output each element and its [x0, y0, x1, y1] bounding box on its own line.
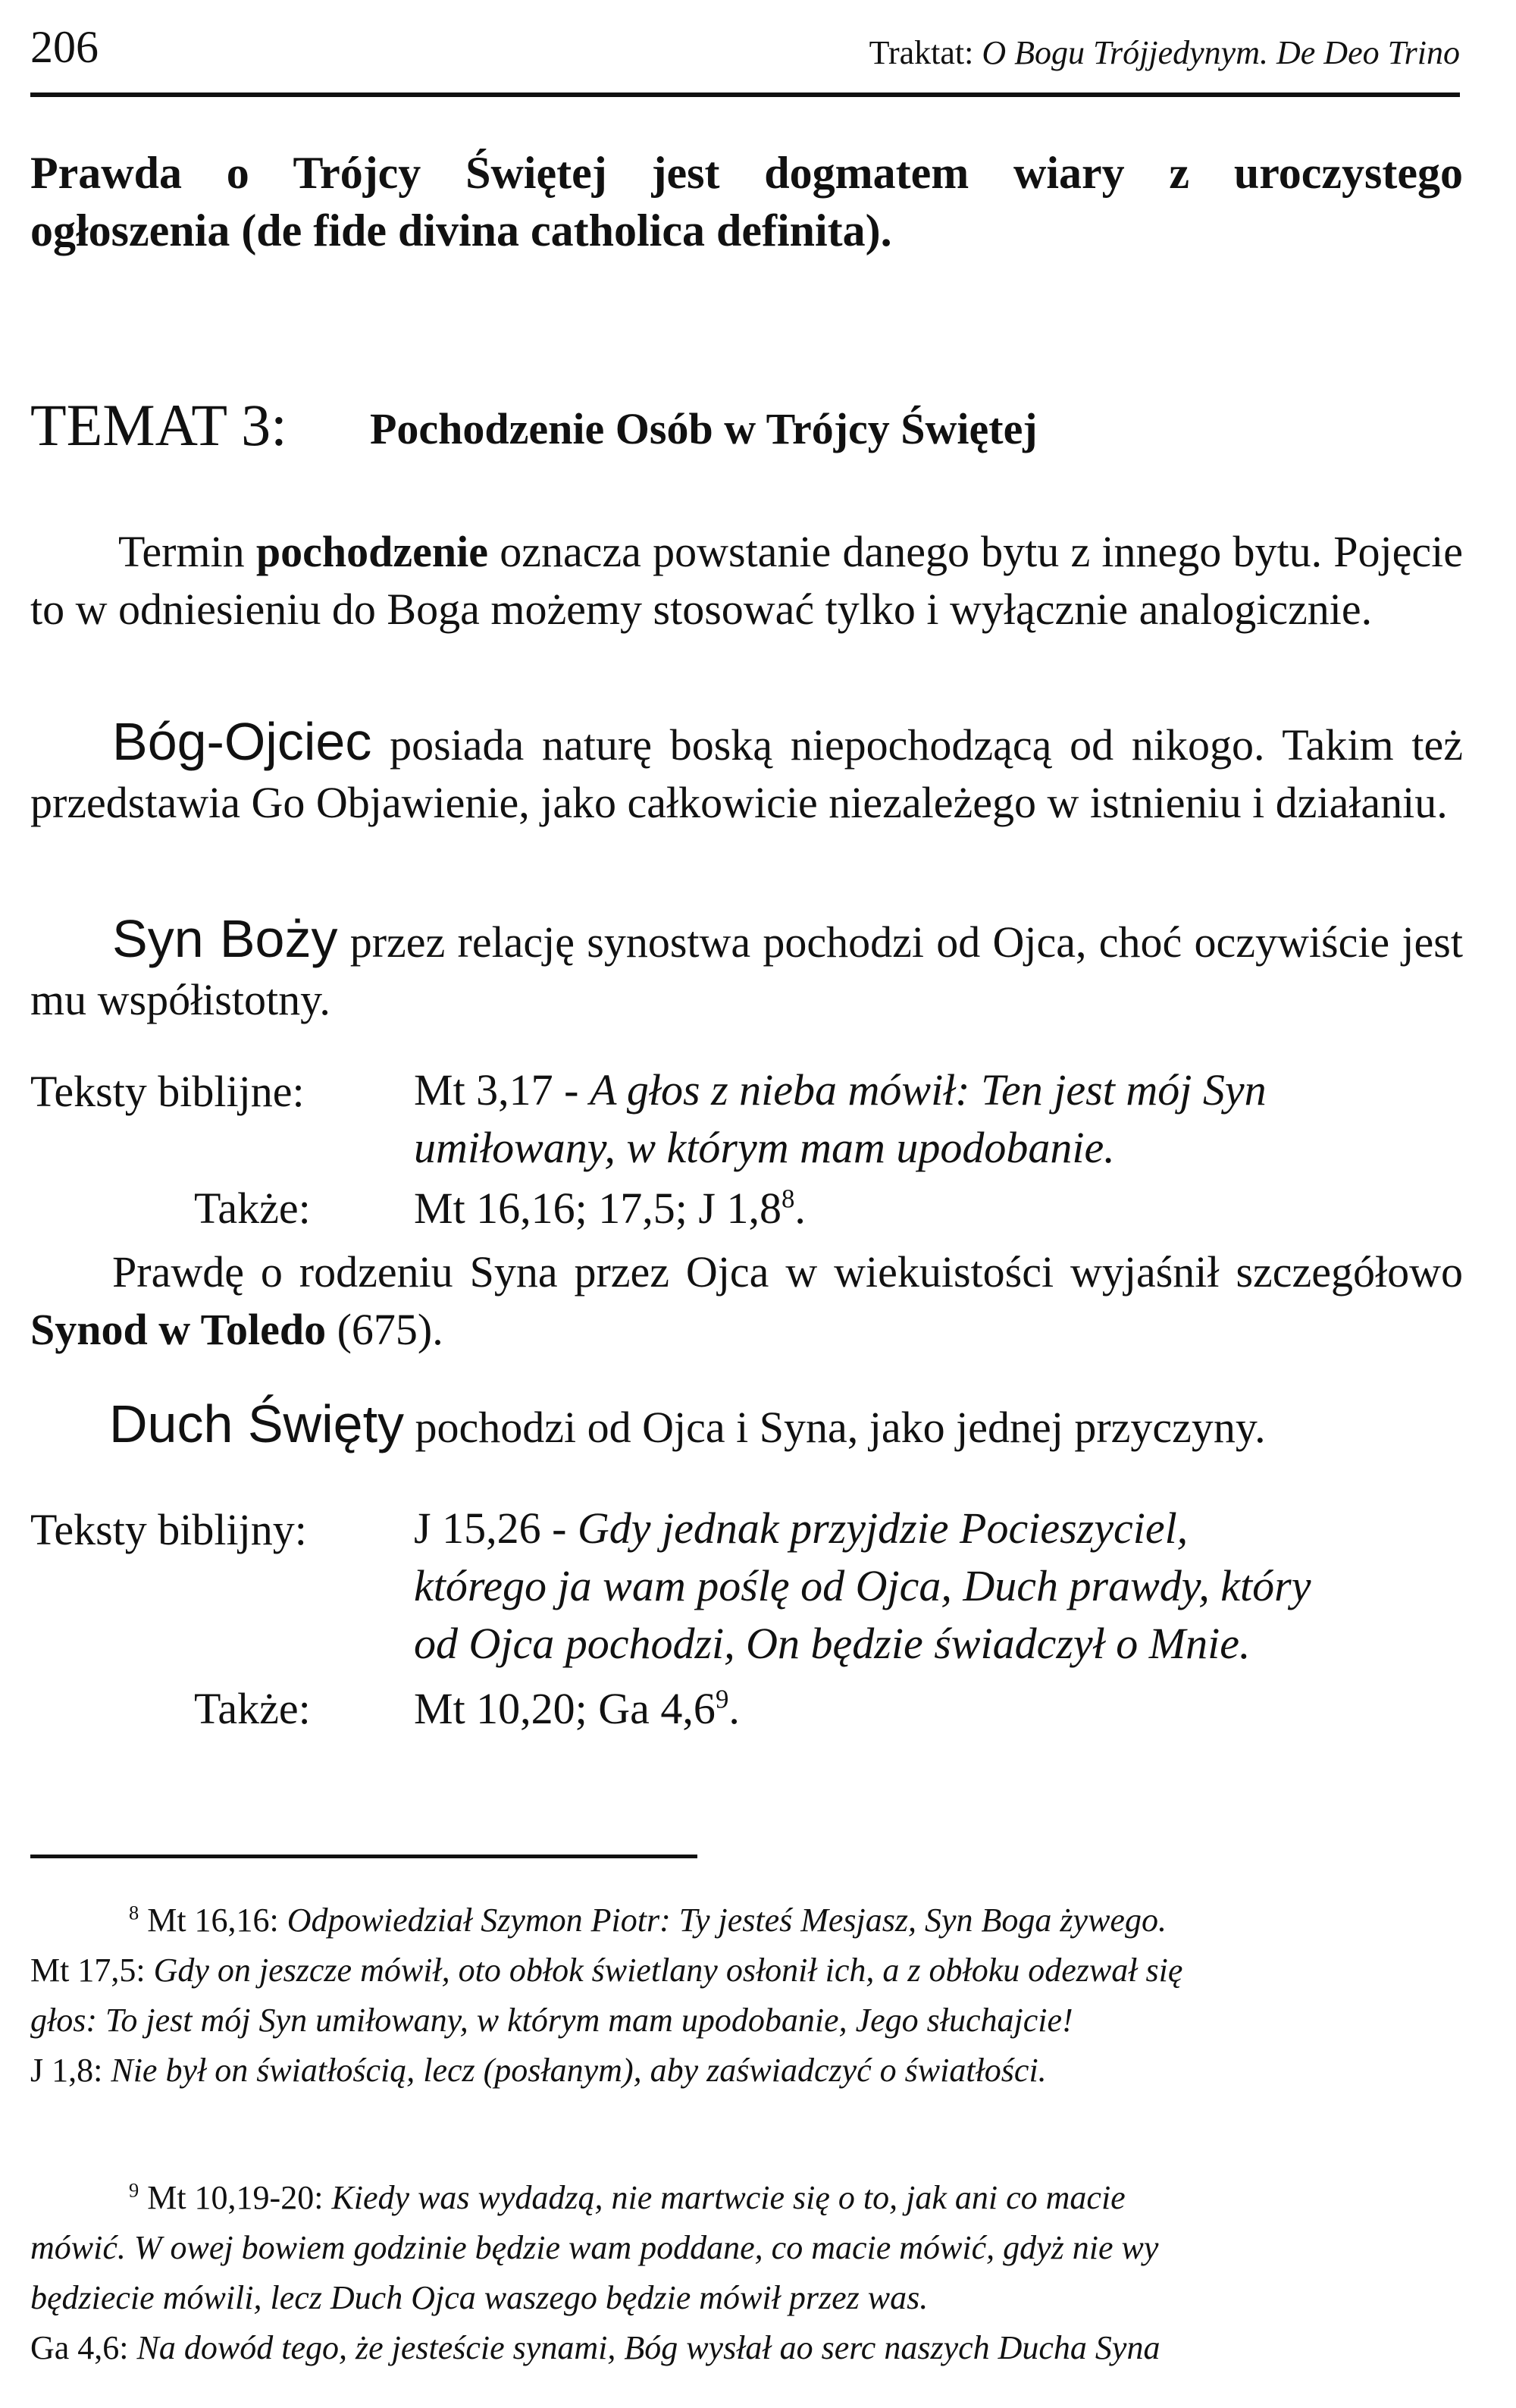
definition-pre: Termin [118, 527, 256, 576]
topic-title: Pochodzenie Osób w Trójcy Świętej [370, 404, 1038, 453]
father-paragraph [30, 713, 1463, 832]
father-name: Bóg-Ojciec [112, 712, 372, 771]
spirit-also-end: . [728, 1684, 740, 1733]
footnote-9-line-3-text: będziecie mówili, lecz Duch Ojca waszego będzie mówił przez was. [30, 2279, 929, 2316]
spirit-texts-label: Teksty biblijny: [30, 1505, 307, 1554]
footnote-9-line-2-text: mówić. W owej bowiem godzinie będzie wam poddane, co macie mówić, gdyż nie wy [30, 2229, 1159, 2266]
definition-paragraph [30, 523, 1463, 638]
synod-pre: Prawdę o rodzeniu Syna przez Ojca w wiekuistości wyjaśnił szczegółowo [112, 1247, 1463, 1296]
running-title-prefix: Traktat: [869, 34, 974, 71]
spirit-also-refs-text: Mt 10,20; Ga 4,6 [414, 1684, 716, 1733]
synod-name: Synod w Toledo [30, 1305, 327, 1354]
son-name: Syn Boży [112, 909, 338, 968]
spirit-quote-line-2: którego ja wam poślę od Ojca, Duch prawdy, który [414, 1561, 1311, 1610]
son-quote-ref: Mt 3,17 - [414, 1065, 590, 1115]
footnote-8-line-1-ref: Mt 16,16: [147, 1902, 287, 1939]
footnote-8-line-2-text: Gdy on jeszcze mówił, oto obłok świetlany osłonił ich, a z obłoku odezwał się [153, 1952, 1183, 1989]
footnote-ref-8: 8 [781, 1184, 795, 1214]
spirit-text: pochodzi od Ojca i Syna, jako jednej przyczyny. [404, 1403, 1266, 1452]
spirit-quote-line-3: od Ojca pochodzi, On będzie świadczył o Mnie. [414, 1619, 1251, 1668]
footnote-9-mark: 9 [129, 2178, 139, 2202]
synod-post: (675). [326, 1305, 443, 1354]
intro-statement [30, 144, 1463, 259]
spirit-name: Duch Święty [109, 1394, 405, 1453]
footnote-8 [30, 1895, 1182, 2096]
son-also-refs-text: Mt 16,16; 17,5; J 1,8 [414, 1184, 781, 1233]
son-text: przez relację synostwa pochodzi od Ojca, choć oczywiście jest mu współistotny. [30, 917, 1463, 1024]
running-title-italic: O Bogu Trójjedynym. De Deo Trino [982, 34, 1460, 71]
son-also-end: . [794, 1184, 806, 1233]
topic-label: TEMAT 3: [30, 392, 287, 458]
definition-term: pochodzenie [255, 527, 488, 576]
son-quote [414, 1061, 1267, 1177]
footnote-8-line-3-text: głos: To jest mój Syn umiłowany, w którym mam upodobanie, Jego słuchajcie! [30, 2002, 1073, 2039]
spirit-also-label: Także: [194, 1684, 311, 1733]
son-quote-line-2: umiłowany, w którym mam upodobanie. [414, 1123, 1115, 1172]
son-paragraph [30, 910, 1463, 1029]
running-title [869, 33, 1460, 72]
footnote-8-mark: 8 [129, 1901, 139, 1924]
intro-line-1: Prawda o Trójcy Świętej jest dogmatem wiary z uroczystego [30, 148, 1463, 198]
footnote-9-line-1-text: Kiedy was wydadzą, nie martwcie się o to, jak ani co macie [331, 2179, 1126, 2216]
father-text: posiada naturę boską niepochodzącą od nikogo. Takim też przedstawia Go Objawienie, jako całkowicie niezależego w istnieniu i działaniu. [30, 720, 1463, 827]
son-texts-label: Teksty biblijne: [30, 1067, 305, 1116]
footnote-9 [30, 2173, 1160, 2373]
footnote-ref-9: 9 [715, 1684, 729, 1714]
spirit-paragraph [30, 1395, 1463, 1456]
definition-post: oznacza powstanie danego bytu z innego bytu. Pojęcie to w odniesieniu do Boga możemy stosować tylko i wyłącznie analogicznie. [30, 527, 1464, 634]
page-number: 206 [30, 22, 99, 72]
footnote-8-line-4-text: Nie był on światłością, lecz (posłanym), aby zaświadczyć o światłości. [111, 2052, 1047, 2089]
footnote-rule [30, 1855, 697, 1858]
footnote-8-line-2-ref: Mt 17,5: [30, 1952, 154, 1989]
son-quote-line-1: A głos z nieba mówił: Ten jest mój Syn [590, 1065, 1267, 1115]
header-rule [30, 92, 1460, 97]
footnote-9-line-4-text: Na dowód tego, że jesteście synami, Bóg wysłał ao serc naszych Ducha Syna [136, 2329, 1160, 2366]
intro-line-2: ogłoszenia (de fide divina catholica definita). [30, 205, 892, 256]
spirit-quote-ref: J 15,26 - [414, 1503, 578, 1553]
footnote-8-line-1-text: Odpowiedział Szymon Piotr: Ty jesteś Mesjasz, Syn Boga żywego. [287, 1902, 1167, 1939]
footnote-9-line-1-ref: Mt 10,19-20: [147, 2179, 332, 2216]
son-also-label: Także: [194, 1184, 311, 1233]
synod-paragraph [30, 1243, 1463, 1359]
son-also-refs [414, 1183, 806, 1234]
spirit-also-refs [414, 1683, 740, 1734]
footnote-9-line-4-ref: Ga 4,6: [30, 2329, 137, 2366]
spirit-quote [414, 1500, 1311, 1673]
footnote-8-line-4-ref: J 1,8: [30, 2052, 111, 2089]
spirit-quote-line-1: Gdy jednak przyjdzie Pocieszyciel, [577, 1503, 1189, 1553]
